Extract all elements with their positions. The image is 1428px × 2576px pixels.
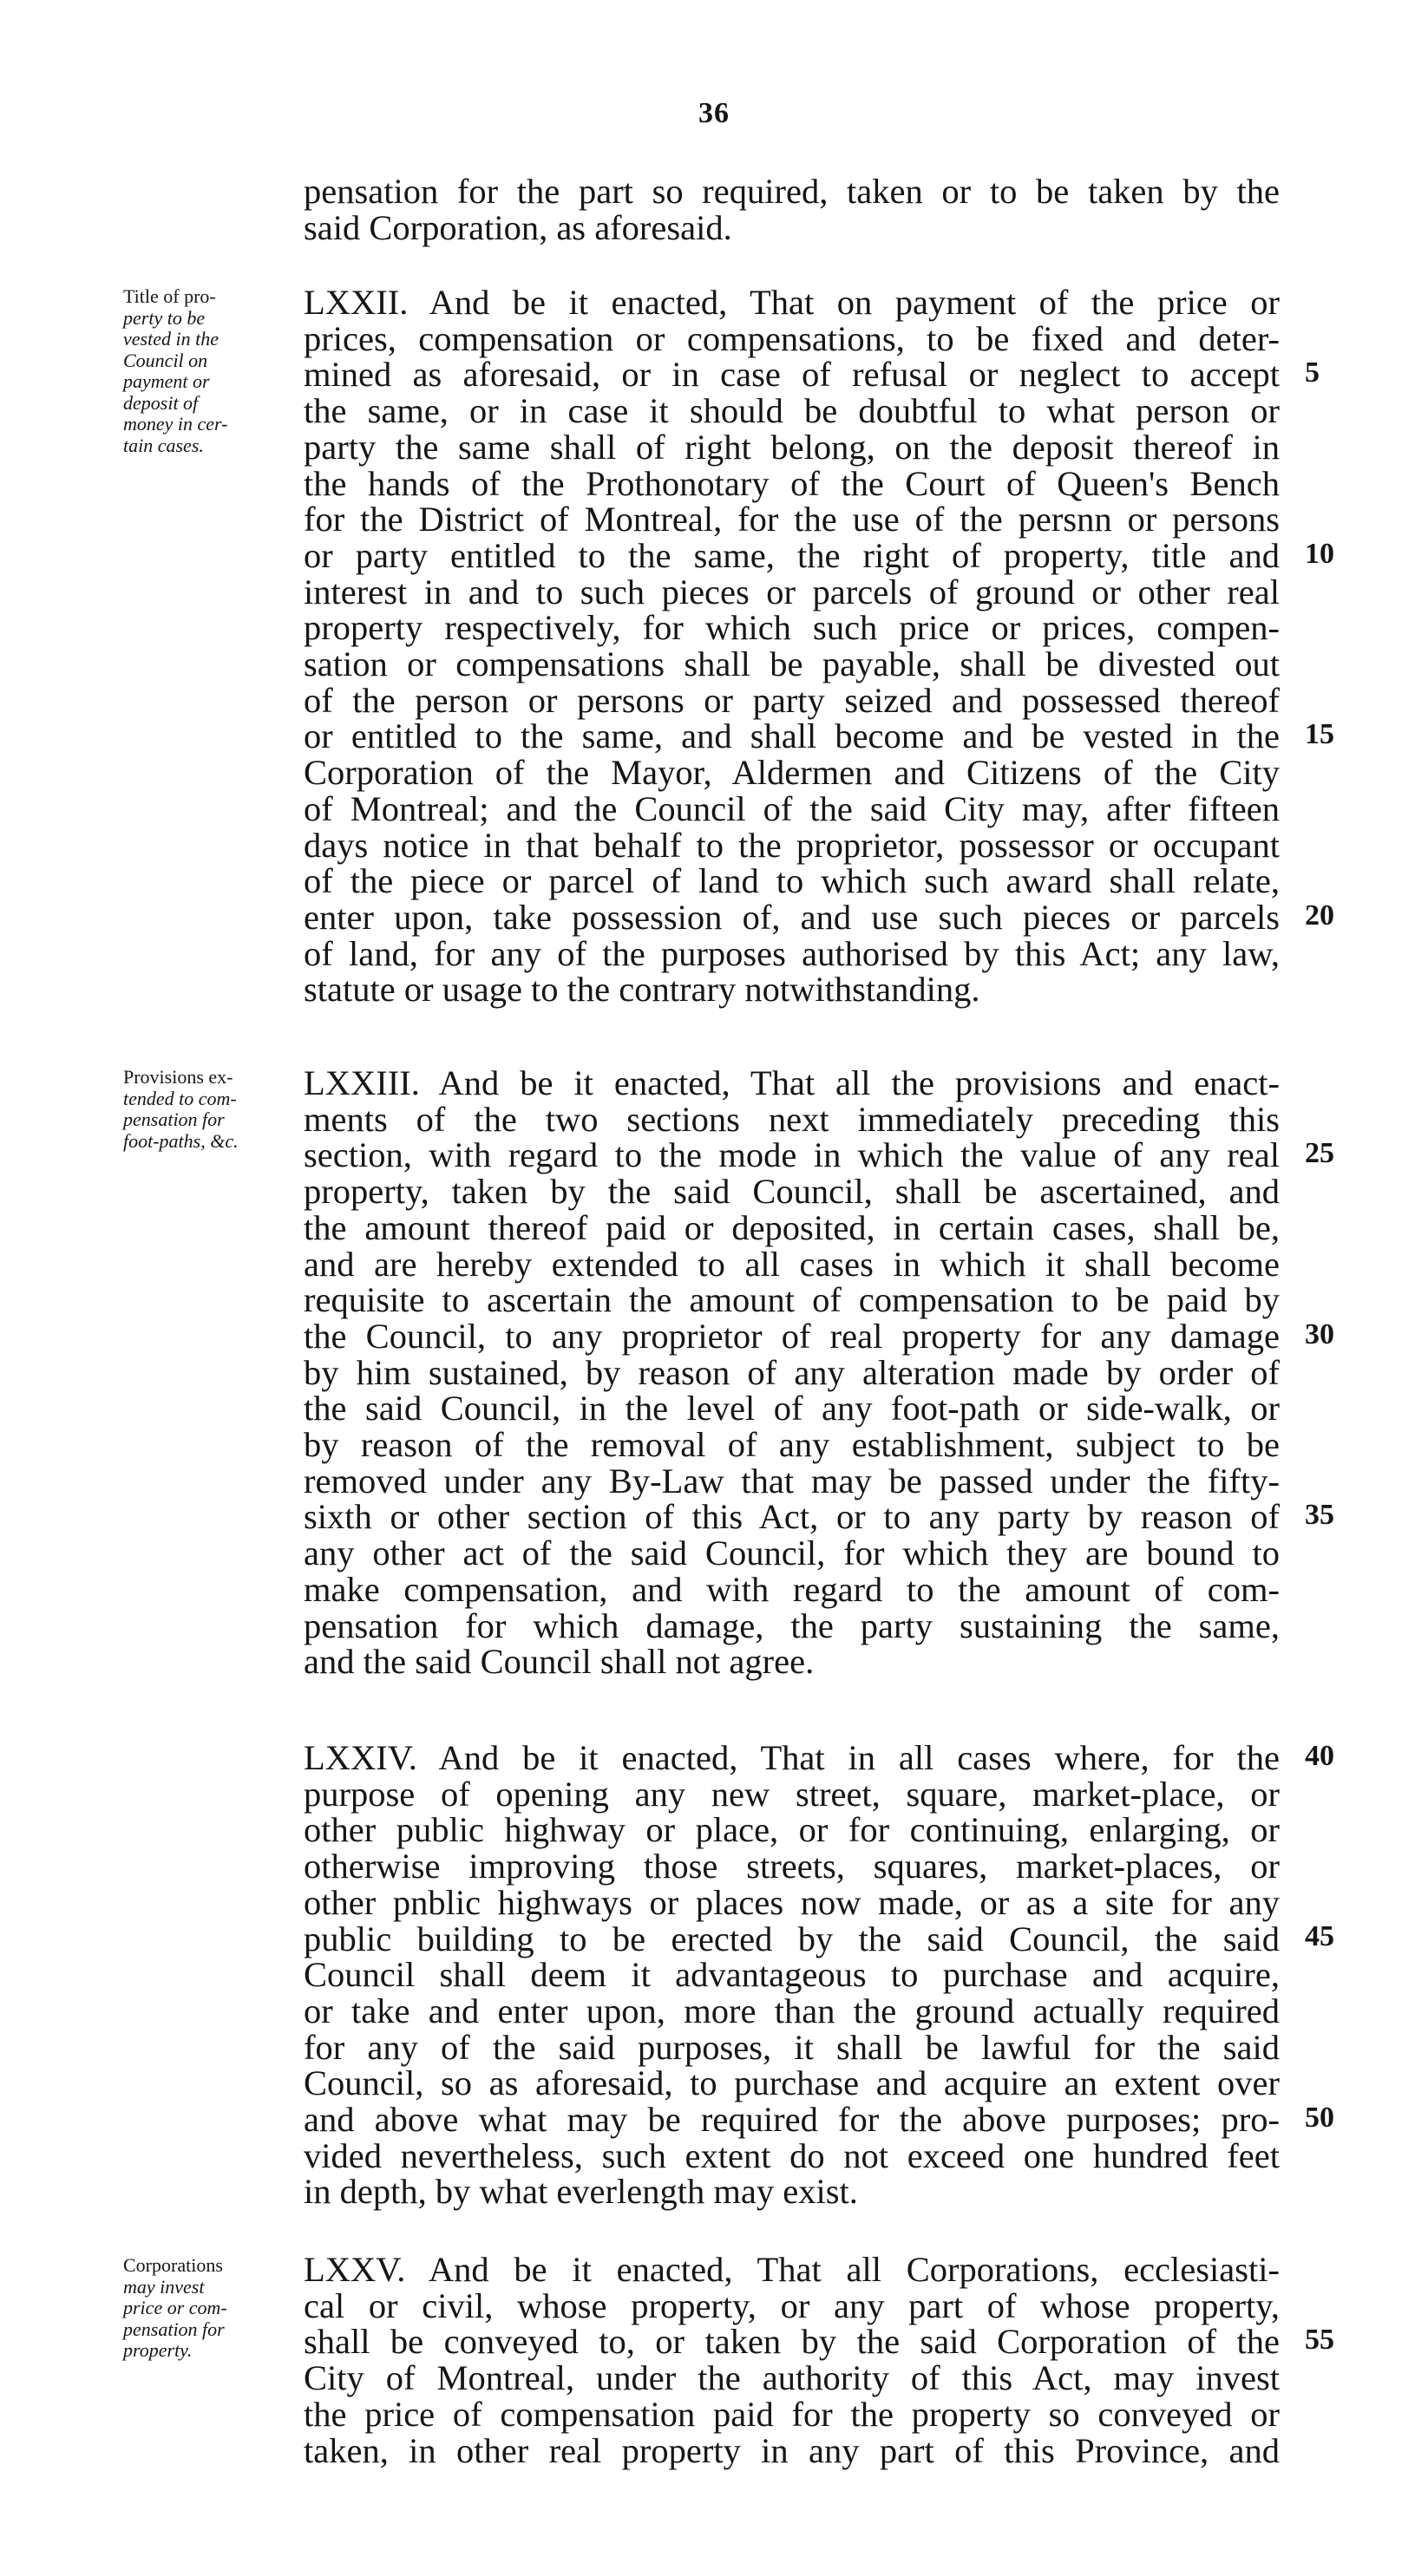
margin-note-line: Corporations [123, 2254, 223, 2276]
text-line: and are hereby extended to all cases in which it shall become [304, 1244, 1280, 1284]
margin-note-line: Title of pro- [123, 285, 216, 307]
text-line: prices, compensation or compensations, to be fixed and deter- [304, 318, 1280, 358]
text-line: ments of the two sections next immediately preceding this [304, 1099, 1280, 1139]
line-number: 35 [1305, 1499, 1334, 1531]
text-line: property respectively, for which such price or prices, compen- [304, 608, 1280, 648]
text-line: or take and enter upon, more than the ground actually required [304, 1991, 1280, 2030]
text-line: for any of the said purposes, it shall be lawful for the said [304, 2027, 1280, 2067]
margin-note-line: pensation for [123, 1108, 225, 1130]
text-line: or entitled to the same, and shall become and be vested in the [304, 716, 1280, 756]
text-line: cal or civil, whose property, or any part of whose property, [304, 2285, 1280, 2325]
text-line: shall be conveyed to, or taken by the said Corporation of the [304, 2322, 1280, 2362]
margin-note-line: perty to be [123, 306, 206, 329]
line-number: 30 [1305, 1318, 1334, 1350]
line-number: 40 [1305, 1740, 1334, 1772]
continuation-text [304, 173, 1280, 245]
margin-note [123, 2255, 297, 2362]
text-line: by him sustained, by reason of any alteration made by order of [304, 1352, 1280, 1392]
margin-note-line: foot-paths, &c. [123, 1129, 239, 1152]
text-line: or party entitled to the same, the right of property, title and [304, 535, 1280, 575]
text-line: make compensation, and with regard to the amount of com- [304, 1569, 1280, 1609]
text-line: requisite to ascertain the amount of compensation to be paid by [304, 1280, 1280, 1320]
text-line: removed under any By-Law that may be passed under the fifty- [304, 1461, 1280, 1500]
text-line: party the same shall of right belong, on the deposit thereof in [304, 427, 1280, 467]
text-line: sation or compensations shall be payable, shall be divested out [304, 644, 1280, 684]
page-number: 36 [698, 97, 730, 129]
section-text [304, 1740, 1280, 2210]
margin-note-line: price or com- [123, 2297, 227, 2318]
line-number: 45 [1305, 1920, 1334, 1952]
text-line: Council, so as aforesaid, to purchase and acquire an extent over [304, 2063, 1280, 2103]
text-line: for the District of Montreal, for the use of the persnn or persons [304, 500, 1280, 539]
text-line: the hands of the Prothonotary of the Court of Queen's Bench [304, 463, 1280, 503]
line-number: 55 [1305, 2324, 1334, 2356]
line-number: 20 [1305, 899, 1334, 932]
text-line: of land, for any of the purposes authorised by this Act; any law, [304, 933, 1280, 973]
text-line: in depth, by what everlength may exist. [304, 2172, 858, 2212]
text-line: of the person or persons or party seized and possessed thereof [304, 680, 1280, 720]
text-line: otherwise improving those streets, squares, market-places, or [304, 1847, 1280, 1886]
margin-note-line: may invest [123, 2275, 205, 2298]
text-line: property, taken by the said Council, shall be ascertained, and [304, 1172, 1280, 1212]
text-line: enter upon, take possession of, and use such pieces or parcels [304, 897, 1280, 937]
text-line: LXXIII. And be it enacted, That all the provisions and enact- [304, 1063, 1280, 1102]
text-line: vided nevertheless, such extent do not exceed one hundred feet [304, 2135, 1280, 2175]
text-line: the same, or in case it should be doubtful to what person or [304, 391, 1280, 431]
margin-note-line: payment or [123, 370, 210, 392]
text-line: the price of compensation paid for the property so conveyed or [304, 2394, 1280, 2434]
text-line: pensation for the part so required, taken or to be taken by the [304, 172, 1280, 211]
text-line: Corporation of the Mayor, Aldermen and Citizens of the City [304, 753, 1280, 793]
line-number: 15 [1305, 718, 1334, 750]
margin-note-line: money in cer- [123, 413, 228, 435]
text-line: mined as aforesaid, or in case of refusal or neglect to accept [304, 355, 1280, 395]
section-text [304, 284, 1280, 1008]
text-line: the said Council, in the level of any foot-path or side-walk, or [304, 1389, 1280, 1429]
margin-note-line: property. [123, 2339, 193, 2361]
text-line: any other act of the said Council, for which they are bound to [304, 1533, 1280, 1573]
text-line: taken, in other real property in any part of this Province, and [304, 2430, 1280, 2470]
margin-note-line: deposit of [123, 391, 199, 414]
text-line: purpose of opening any new street, square, market-place, or [304, 1774, 1280, 1814]
text-line: LXXII. And be it enacted, That on payment of the price or [304, 283, 1280, 322]
margin-note-line: vested in the [123, 328, 219, 350]
margin-note-line: Council on [123, 349, 208, 371]
text-line: the amount thereof paid or deposited, in certain cases, shall be, [304, 1207, 1280, 1247]
section-text [304, 2252, 1280, 2468]
margin-note-line: tain cases. [123, 434, 204, 456]
text-line: City of Montreal, under the authority of this Act, may invest [304, 2358, 1280, 2398]
text-line: Council shall deem it advantageous to purchase and acquire, [304, 1955, 1280, 1995]
text-line: interest in and to such pieces or parcels of ground or other real [304, 572, 1280, 611]
text-line: pensation for which damage, the party sustaining the same, [304, 1605, 1280, 1645]
line-number: 10 [1305, 538, 1334, 570]
margin-note [123, 286, 297, 456]
text-line: said Corporation, as aforesaid. [304, 207, 732, 247]
text-line: section, with regard to the mode in which the value of any real [304, 1135, 1280, 1175]
text-line: public building to be erected by the said Council, the said [304, 1919, 1280, 1958]
line-number: 5 [1305, 356, 1320, 389]
margin-note [123, 1067, 297, 1152]
text-line: LXXIV. And be it enacted, That in all cases where, for the [304, 1738, 1280, 1777]
text-line: and above what may be required for the above purposes; pro- [304, 2100, 1280, 2140]
text-line: and the said Council shall not agree. [304, 1642, 815, 1682]
text-line: days notice in that behalf to the proprietor, possessor or occupant [304, 825, 1280, 865]
text-line: other pnblic highways or places now made, or as a site for any [304, 1882, 1280, 1922]
text-line: sixth or other section of this Act, or to any party by reason of [304, 1497, 1280, 1537]
text-line: by reason of the removal of any establishment, subject to be [304, 1425, 1280, 1465]
text-line: other public highway or place, or for continuing, enlarging, or [304, 1810, 1280, 1850]
text-line: of the piece or parcel of land to which such award shall relate, [304, 861, 1280, 901]
text-line: the Council, to any proprietor of real property for any damage [304, 1316, 1280, 1356]
section-text [304, 1065, 1280, 1680]
margin-note-line: Provisions ex- [123, 1066, 233, 1088]
line-number: 25 [1305, 1137, 1334, 1169]
text-line: of Montreal; and the Council of the said City may, after fifteen [304, 788, 1280, 828]
text-line: statute or usage to the contrary notwithstanding. [304, 970, 980, 1010]
margin-note-line: pensation for [123, 2318, 225, 2340]
margin-note-line: tended to com- [123, 1087, 237, 1109]
text-line: LXXV. And be it enacted, That all Corporations, ecclesiasti- [304, 2250, 1280, 2289]
line-number: 50 [1305, 2102, 1334, 2134]
